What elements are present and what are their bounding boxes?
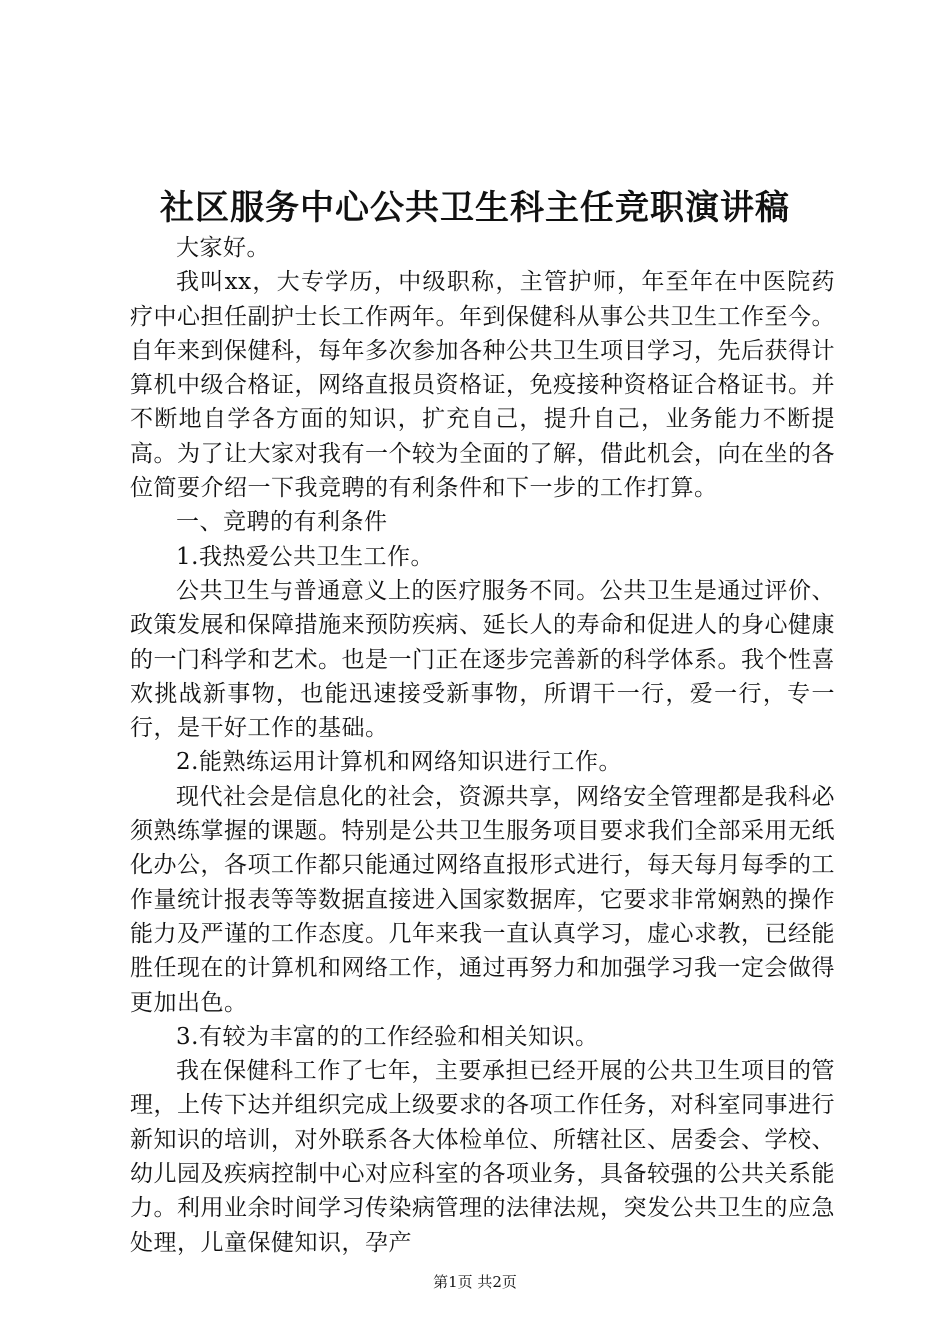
document-body [130,231,835,1260]
paragraph-point-1: 公共卫生与普通意义上的医疗服务不同。公共卫生是通过评价、政策发展和保障措施来预防疾病、延长人的寿命和促进人的身心健康的一门科学和艺术。也是一门正在逐步完善新的科学体系。我个性喜欢挑战新事物，也能迅速接受新事物，所谓干一行，爱一行，专一行，是干好工作的基础。 [130,577,835,742]
point-heading-1: 1.我热爱公共卫生工作。 [176,543,434,570]
paragraph-introduction: 我叫xx，大专学历，中级职称，主管护师，年至年在中医院药疗中心担任副护士长工作两年。年到保健科从事公共卫生工作至今。自年来到保健科，每年多次参加各种公共卫生项目学习，先后获得计算机中级合格证，网络直报员资格证，免疫接种资格证合格证书。并不断地自学各方面的知识，扩充自己，提升自己，业务能力不断提高。为了让大家对我有一个较为全面的了解，借此机会，向在坐的各位简要介绍一下我竞聘的有利条件和下一步的工作打算。 [130,269,835,502]
paragraph-point-2: 现代社会是信息化的社会，资源共享，网络安全管理都是我科必须熟练掌握的课题。特别是公共卫生服务项目要求我们全部采用无纸化办公，各项工作都只能通过网络直报形式进行，每天每月每季的工作量统计报表等等数据直接进入国家数据库，它要求非常娴熟的操作能力及严谨的工作态度。几年来我一直认真学习，虚心求教，已经能胜任现在的计算机和网络工作，通过再努力和加强学习我一定会做得更加出色。 [130,783,835,1016]
document-title: 社区服务中心公共卫生科主任竞职演讲稿 [160,188,790,228]
paragraph-greeting: 大家好。 [176,235,270,261]
point-heading-2: 2.能熟练运用计算机和网络知识进行工作。 [176,749,622,776]
point-heading-3: 3.有较为丰富的的工作经验和相关知识。 [176,1023,599,1050]
page-footer: 第1页 共2页 [433,1273,517,1291]
paragraph-point-3: 我在保健科工作了七年，主要承担已经开展的公共卫生项目的管理，上传下达并组织完成上级要求的各项工作任务，对科室同事进行新知识的培训，对外联系各大体检单位、所辖社区、居委会、学校、幼儿园及疾病控制中心对应科室的各项业务，具备较强的公共关系能力。利用业余时间学习传染病管理的法律法规，突发公共卫生的应急处理，儿童保健知识，孕产 [130,1058,835,1256]
section-heading: 一、竞聘的有利条件 [176,509,388,536]
